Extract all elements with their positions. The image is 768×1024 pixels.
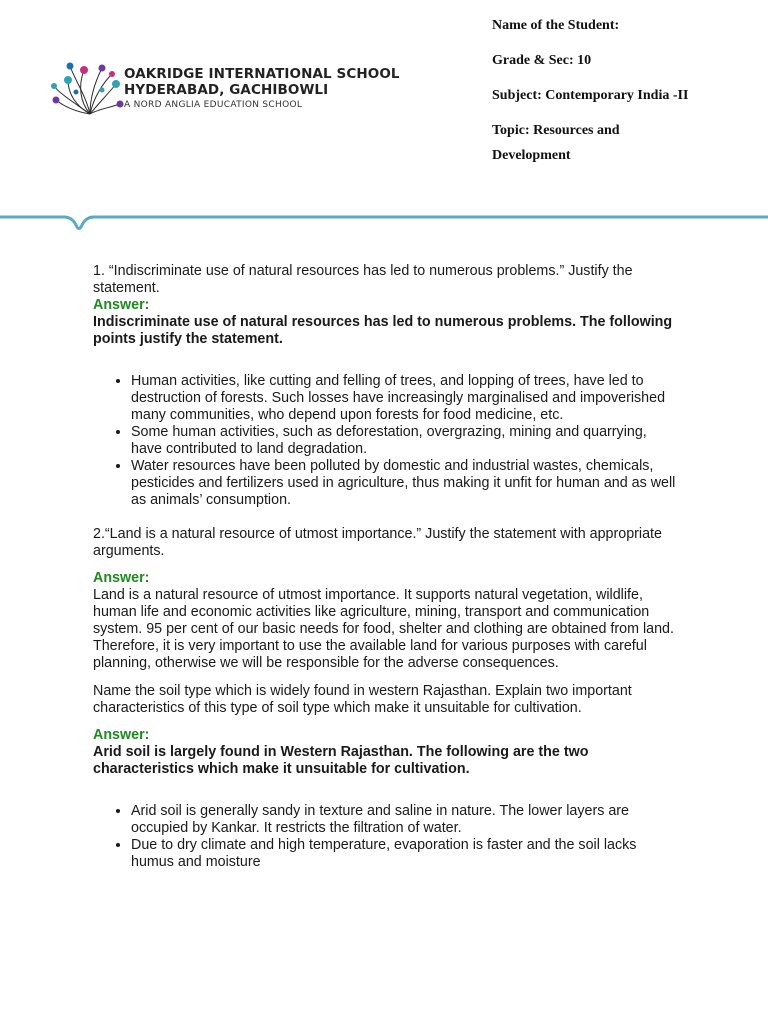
list-item: • Some human activities, such as deforestation, overgrazing, mining and quarrying, have contributed to land degradation. <box>131 424 678 458</box>
school-logo <box>46 56 126 120</box>
question-1: 1. “Indiscriminate use of natural resources has led to numerous problems.” Justify the statement. <box>93 263 633 296</box>
header-divider <box>0 205 768 235</box>
answer-2: Land is a natural resource of utmost importance. It supports natural vegetation, wildlife, human life and economic activities like agriculture, mining, transport and communication system. 95 per cent of our basic needs for food, shelter and clothing are obtained from land. Therefore, it is very important to use the available land for various purposes with careful planning, otherwise we will be responsible for the adverse consequences. <box>93 587 674 671</box>
topic-label-line1: Topic: Resources and <box>492 123 620 138</box>
answer-3-list <box>93 803 678 871</box>
subject-label: Subject: Contemporary India -II <box>492 88 689 103</box>
list-item: • Due to dry climate and high temperature, evaporation is faster and the soil lacks humus and moisture <box>131 837 678 871</box>
school-name-block <box>124 66 400 110</box>
question-3: Name the soil type which is widely found in western Rajasthan. Explain two important characteristics of this type of soil type which make it unsuitable for cultivation. <box>93 683 632 716</box>
student-name-label: Name of the Student: <box>492 18 620 33</box>
answer-1-list <box>93 373 678 509</box>
answer-label-3: Answer: <box>93 727 150 743</box>
worksheet-content <box>93 263 678 871</box>
school-tagline: A NORD ANGLIA EDUCATION SCHOOL <box>124 100 303 110</box>
school-location: HYDERABAD, GACHIBOWLI <box>124 82 329 98</box>
question-2: 2.“Land is a natural resource of utmost importance.” Justify the statement with appropriate arguments. <box>93 526 662 559</box>
school-name: OAKRIDGE INTERNATIONAL SCHOOL <box>124 66 400 82</box>
list-item: • Water resources have been polluted by domestic and industrial wastes, chemicals, pesticides and fertilizers used in agriculture, thus making it unfit for human and as well as animals’ consumption. <box>131 458 678 509</box>
list-item: • Human activities, like cutting and felling of trees, and lopping of trees, have led to destruction of forests. Such losses have increasingly marginalised and impoverished many communities, who depend upon forests for food medicine, etc. <box>131 373 678 424</box>
answer-label-1: Answer: <box>93 297 150 313</box>
answer-1-intro: Indiscriminate use of natural resources has led to numerous problems. The following points justify the statement. <box>93 314 673 347</box>
grade-label: Grade & Sec: 10 <box>492 53 592 68</box>
answer-label-2: Answer: <box>93 570 150 586</box>
answer-3-intro: Arid soil is largely found in Western Rajasthan. The following are the two characteristics which make it unsuitable for cultivation. <box>93 744 589 777</box>
list-item: • Arid soil is generally sandy in texture and saline in nature. The lower layers are occupied by Kankar. It restricts the filtration of water. <box>131 803 678 837</box>
topic-label-line2: Development <box>492 148 571 163</box>
